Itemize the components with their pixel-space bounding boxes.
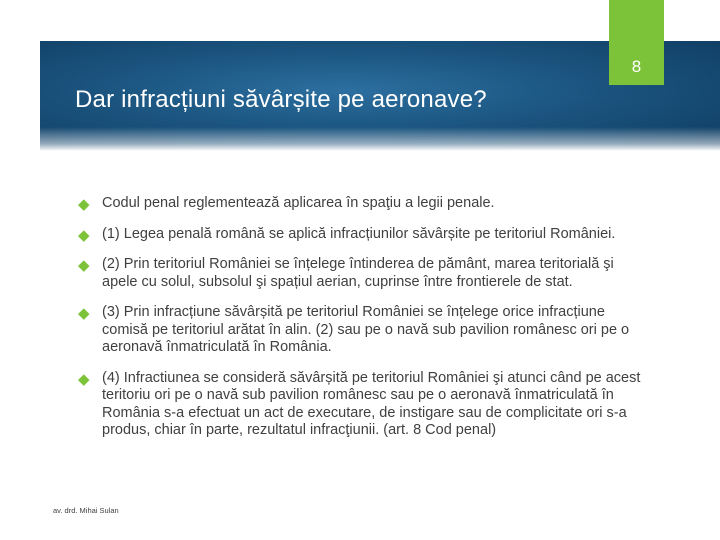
bullet-text: (3) Prin infracțiune săvârșită pe teritoriul României se înțelege orice infracțiune comisă pe teritoriul arătat în alin. (2) sau pe o navă sub pavilion românesc ori pe o aeronavă înmatriculată în România. <box>102 304 630 355</box>
bullet-list <box>78 195 650 453</box>
bullet-item <box>78 256 650 291</box>
diamond-bullet-icon: ◆ <box>78 305 90 322</box>
page-number: 8 <box>631 57 642 76</box>
diamond-bullet-icon: ◆ <box>78 196 90 213</box>
slide-title: Dar infracțiuni săvârșite pe aeronave? <box>75 86 487 113</box>
bullet-text: (4) Infractiunea se consideră săvârșită pe teritoriul României şi atunci când pe acest teritoriu ori pe o navă sub pavilion românesc sau pe o aeronavă înmatriculată în România s-a efectuat un act de executare, de instigare sau de complicitate ori s-a produs, chiar în parte, rezultatul infracţiunii. (art. 8 Cod penal) <box>102 369 641 438</box>
page-number-box <box>609 0 664 85</box>
bullet-text: Codul penal reglementează aplicarea în spaţiu a legii penale. <box>102 195 495 211</box>
diamond-bullet-icon: ◆ <box>78 226 90 244</box>
diamond-bullet-icon: ◆ <box>78 257 90 274</box>
bullet-item <box>78 304 650 357</box>
bullet-text: (2) Prin teritoriul României se înțelege întinderea de pământ, marea teritorială şi apele cu solul, subsolul şi spațiul aerian, cuprinse între frontierele de stat. <box>102 256 614 290</box>
bullet-text: (1) Legea penală română se aplică infracțiunilor săvârșite pe teritoriul României. <box>102 225 616 242</box>
bullet-item <box>78 226 650 244</box>
bullet-item <box>78 370 650 440</box>
bullet-item <box>78 195 650 213</box>
footer-author: av. drd. Mihai Sulan <box>53 506 119 515</box>
diamond-bullet-icon: ◆ <box>78 370 90 388</box>
